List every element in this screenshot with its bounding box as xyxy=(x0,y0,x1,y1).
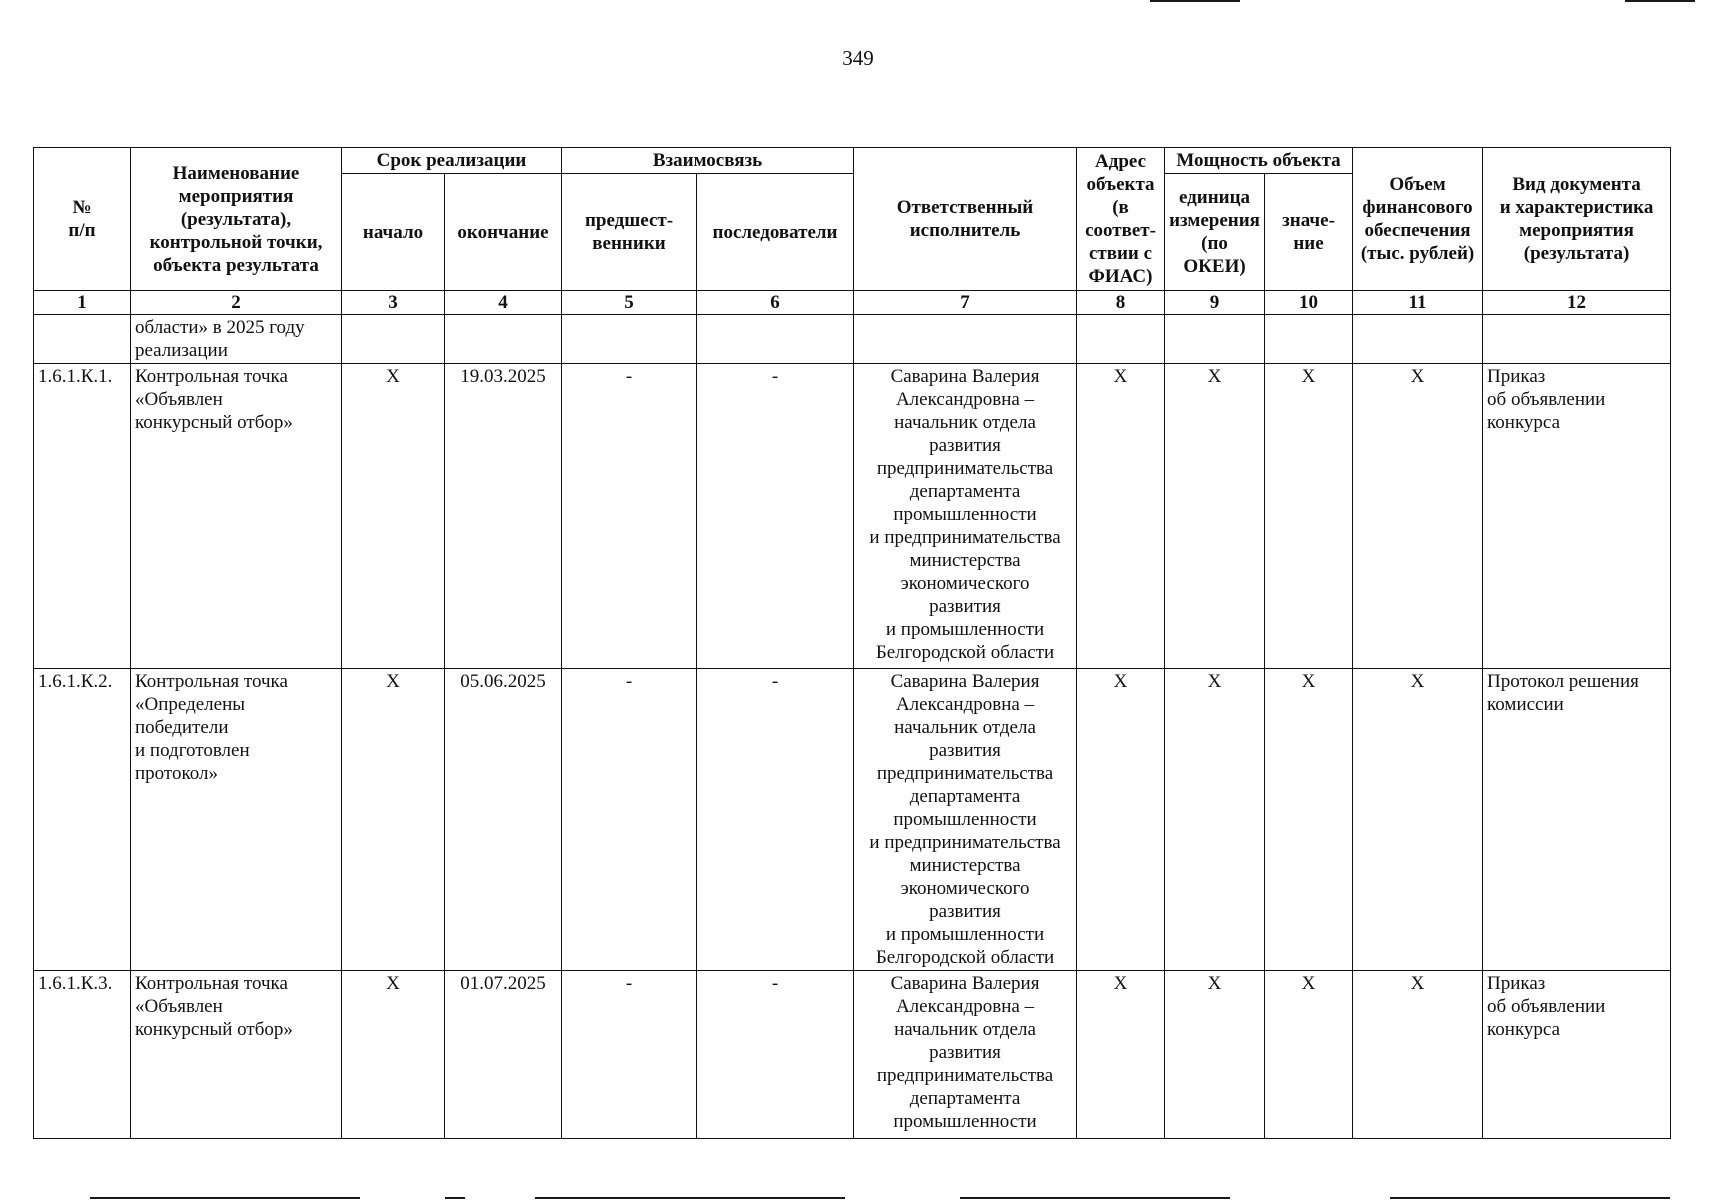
header-link-succ: последователи xyxy=(697,174,854,291)
row-finance: Х xyxy=(1353,669,1483,971)
col-number: 1 xyxy=(34,291,131,315)
row-predecessors: - xyxy=(562,364,697,669)
col-number: 10 xyxy=(1265,291,1353,315)
row-num: 1.6.1.К.1. xyxy=(34,364,131,669)
row-num: 1.6.1.К.3. xyxy=(34,971,131,1139)
col-number: 11 xyxy=(1353,291,1483,315)
row-successors: - xyxy=(697,364,854,669)
header-power: Мощность объекта xyxy=(1165,148,1353,174)
scan-line-bottom-2 xyxy=(445,1197,465,1199)
scan-line-bottom-3 xyxy=(535,1197,845,1199)
scan-line-bottom-5 xyxy=(1390,1197,1670,1199)
col-number: 6 xyxy=(697,291,854,315)
col-number: 4 xyxy=(445,291,562,315)
row-doc: Приказ об объявлении конкурса xyxy=(1483,364,1671,669)
row-unit: Х xyxy=(1165,669,1265,971)
scan-line-bottom-1 xyxy=(90,1197,360,1199)
row-successors: - xyxy=(697,971,854,1139)
row-num: 1.6.1.К.2. xyxy=(34,669,131,971)
header-responsible: Ответственный исполнитель xyxy=(854,148,1077,291)
header-num: № п/п xyxy=(34,148,131,291)
row-name: Контрольная точка «Определены победители и подготовлен протокол» xyxy=(131,669,342,971)
row-unit: Х xyxy=(1165,971,1265,1139)
header-link: Взаимосвязь xyxy=(562,148,854,174)
scan-line-top-left xyxy=(1150,0,1240,2)
column-number-row xyxy=(34,291,1671,315)
row-doc: Приказ об объявлении конкурса xyxy=(1483,971,1671,1139)
page-number: 349 xyxy=(842,46,874,70)
table-row xyxy=(34,364,1671,669)
continuation-name: области» в 2025 году реализации xyxy=(131,315,342,364)
col-number: 2 xyxy=(131,291,342,315)
row-address: Х xyxy=(1077,971,1165,1139)
row-unit: Х xyxy=(1165,364,1265,669)
col-number: 7 xyxy=(854,291,1077,315)
header-term-end: окончание xyxy=(445,174,562,291)
table-row-continuation xyxy=(34,315,1671,364)
row-predecessors: - xyxy=(562,669,697,971)
row-start: Х xyxy=(342,669,445,971)
table-header xyxy=(34,148,1671,291)
scan-line-top-right xyxy=(1625,0,1695,2)
header-power-unit: единица измерения (по ОКЕИ) xyxy=(1165,174,1265,291)
col-number: 5 xyxy=(562,291,697,315)
table-row xyxy=(34,971,1671,1139)
col-number: 3 xyxy=(342,291,445,315)
row-name: Контрольная точка «Объявлен конкурсный отбор» xyxy=(131,971,342,1139)
header-name: Наименование мероприятия (результата), контрольной точки, объекта результата xyxy=(131,148,342,291)
row-doc: Протокол решения комиссии xyxy=(1483,669,1671,971)
table-row xyxy=(34,669,1671,971)
row-end: 19.03.2025 xyxy=(445,364,562,669)
col-number: 12 xyxy=(1483,291,1671,315)
row-responsible: Саварина Валерия Александровна – начальник отдела развития предпринимательства департамента промышленности и предпринимательства министерства экономического развития и промышленности Белгородской области xyxy=(854,669,1077,971)
row-value: Х xyxy=(1265,971,1353,1139)
header-link-pred: предшест- венники xyxy=(562,174,697,291)
header-doc-type: Вид документа и характеристика мероприятия (результата) xyxy=(1483,148,1671,291)
row-value: Х xyxy=(1265,669,1353,971)
row-predecessors: - xyxy=(562,971,697,1139)
row-address: Х xyxy=(1077,669,1165,971)
col-number: 8 xyxy=(1077,291,1165,315)
scan-line-bottom-4 xyxy=(960,1197,1230,1199)
header-term: Срок реализации xyxy=(342,148,562,174)
row-name: Контрольная точка «Объявлен конкурсный отбор» xyxy=(131,364,342,669)
row-start: Х xyxy=(342,971,445,1139)
col-number: 9 xyxy=(1165,291,1265,315)
row-address: Х xyxy=(1077,364,1165,669)
header-address: Адрес объекта (в соответ- ствии с ФИАС) xyxy=(1077,148,1165,291)
row-responsible: Саварина Валерия Александровна – начальник отдела развития предпринимательства департамента промышленности xyxy=(854,971,1077,1139)
plan-table xyxy=(33,147,1671,1139)
row-responsible: Саварина Валерия Александровна – начальник отдела развития предпринимательства департамента промышленности и предпринимательства министерства экономического развития и промышленности Белгородской области xyxy=(854,364,1077,669)
row-start: Х xyxy=(342,364,445,669)
row-successors: - xyxy=(697,669,854,971)
row-end: 05.06.2025 xyxy=(445,669,562,971)
row-finance: Х xyxy=(1353,971,1483,1139)
header-term-start: начало xyxy=(342,174,445,291)
header-power-value: значе- ние xyxy=(1265,174,1353,291)
header-finance: Объем финансового обеспечения (тыс. рублей) xyxy=(1353,148,1483,291)
row-finance: Х xyxy=(1353,364,1483,669)
row-end: 01.07.2025 xyxy=(445,971,562,1139)
row-value: Х xyxy=(1265,364,1353,669)
